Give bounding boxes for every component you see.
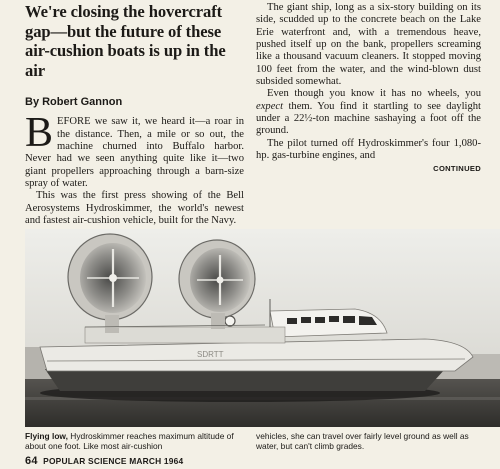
paragraph-1 [25,110,244,190]
hull-marking: SDRTT [197,350,224,359]
paragraph-2: This was the first press showing of the Bell Aerosystems Hydroskimmer, the world's newest and fastest air-cushion vehicle, built for the Navy. [25,190,244,227]
magazine-name: POPULAR SCIENCE [43,456,127,466]
headline: We're closing the hovercraft gap—but the future of these air-cushion boats is up in the air [25,2,226,80]
paragraph-3: The giant ship, long as a six-story building on its side, scudded up to the concrete beach on the Lake Erie waterfront and, with a tremendous heave, pushed itself up on the bank, propellers screaming like a thousand vacuum cleaners. It stopped moving 100 feet from the water, and the wind-blown dust subsided somewhat. [256,2,481,88]
paragraph-4 [256,88,481,137]
air-cushion-skirt [45,369,445,391]
byline: By Robert Gannon [25,96,123,108]
paragraph-1-text: EFORE we saw it, we heard it—a roar in the distance. Then, a mile or so out, the machine churned into Buffalo harbor. Never had we seen anything quite like it—two giant propellers approaching through a barn-size spray of water. [25,116,244,190]
caption-lead: Flying low, [25,431,68,441]
paragraph-5: The pilot turned off Hydroskimmer's four 1,080-hp. gas-turbine engines, and [256,137,481,162]
paragraph-4-emphasis: expect [256,100,284,112]
page-number: 64 [25,455,38,467]
hydroskimmer-photo [25,229,500,427]
continued-label: CONTINUED [433,164,481,174]
paragraph-4-text-b: them. You find it startling to see daylight under a 22½-ton machine sashaying a foot off the ground. [256,100,481,137]
photo-caption-left [25,431,241,451]
caption-left-text: Hydroskimmer reaches maximum altitude of about one foot. Like most air-cushion [25,431,234,451]
right-column [256,2,481,176]
paragraph-4-text-a: Even though you know it has no wheels, you [267,88,481,100]
hydroskimmer-illustration [25,229,500,427]
porthole [225,316,235,326]
drop-cap: B [25,110,54,157]
page-footer [25,455,183,467]
issue-date: MARCH 1964 [129,456,184,466]
left-column [25,2,244,227]
photo-caption-right: vehicles, she can travel over fairly level ground as well as water, but can't climb grades. [256,431,469,451]
